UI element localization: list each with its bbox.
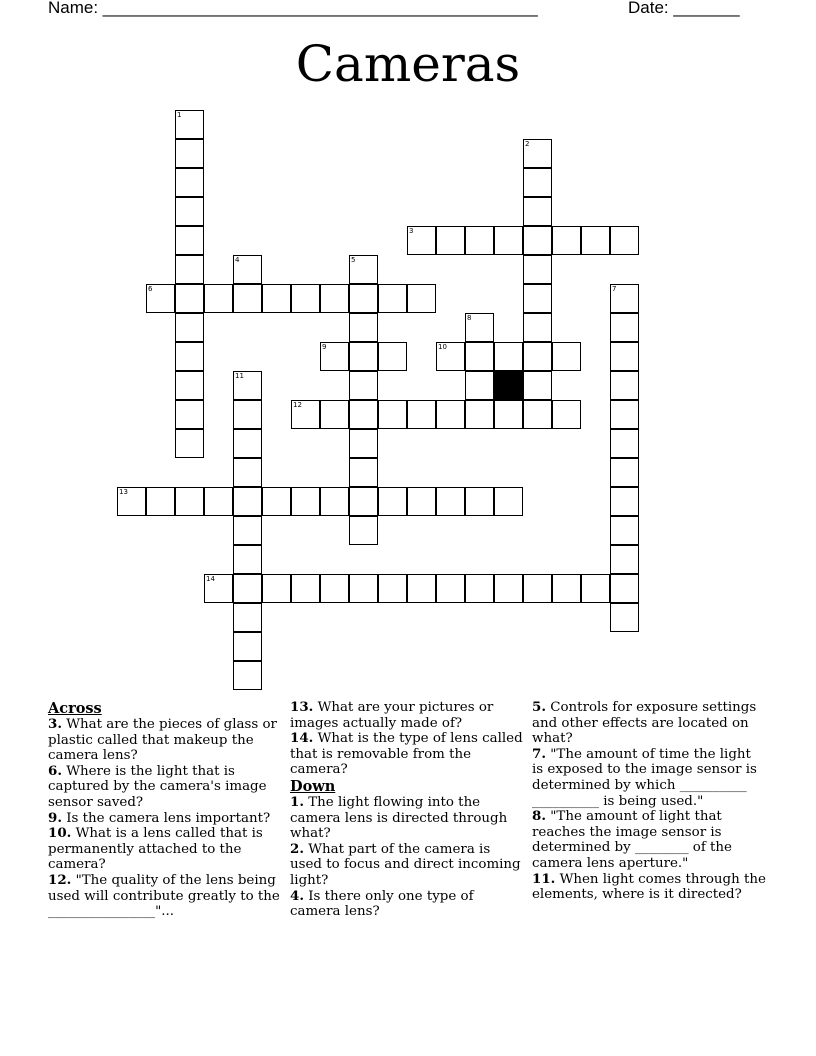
cell-number: 3	[409, 227, 414, 235]
clue-text: "The amount of time the light is exposed to the image sensor is determined by which __________ __________ is being used."	[532, 746, 757, 809]
across-clue-list	[48, 717, 282, 920]
across-clue-list-continued	[290, 700, 524, 778]
name-field-label: Name: ______________________________________________	[48, 0, 538, 17]
grid-cell[interactable]	[175, 255, 204, 284]
clue-text: What is the type of lens called that is removable from the camera?	[290, 731, 523, 778]
grid-cell[interactable]	[291, 487, 320, 516]
grid-cell[interactable]	[262, 487, 291, 516]
grid-cell[interactable]	[349, 371, 378, 400]
grid-cell[interactable]	[233, 632, 262, 661]
grid-cell[interactable]	[349, 255, 378, 284]
grid-cell[interactable]	[175, 110, 204, 139]
down-clue-list-continued	[532, 700, 766, 903]
grid-cell[interactable]	[175, 487, 204, 516]
grid-cell[interactable]	[320, 487, 349, 516]
grid-cell[interactable]	[175, 429, 204, 458]
grid-cell[interactable]	[262, 284, 291, 313]
grid-cell[interactable]	[407, 284, 436, 313]
grid-cell[interactable]	[233, 487, 262, 516]
across-clue	[290, 700, 524, 731]
grid-cell[interactable]	[494, 342, 523, 371]
clue-text: Controls for exposure settings and other effects are located on what?	[532, 700, 757, 747]
grid-cell[interactable]	[465, 400, 494, 429]
down-clue	[290, 795, 524, 842]
clues-column-1	[48, 700, 282, 920]
down-clue-list	[290, 795, 524, 920]
grid-cell[interactable]	[436, 226, 465, 255]
grid-cell[interactable]	[436, 487, 465, 516]
grid-cell[interactable]	[523, 313, 552, 342]
grid-cell[interactable]	[233, 400, 262, 429]
grid-cell[interactable]	[378, 487, 407, 516]
grid-cell[interactable]	[349, 429, 378, 458]
grid-cell[interactable]	[523, 226, 552, 255]
cell-number: 12	[293, 401, 302, 409]
grid-cell[interactable]	[523, 139, 552, 168]
grid-cell[interactable]	[233, 516, 262, 545]
page-title: Cameras	[295, 35, 521, 93]
grid-cell[interactable]	[494, 574, 523, 603]
clues-column-2	[290, 700, 524, 920]
grid-cell[interactable]	[233, 603, 262, 632]
grid-cell[interactable]	[610, 487, 639, 516]
grid-cell[interactable]	[610, 226, 639, 255]
across-clue	[290, 731, 524, 778]
grid-cell[interactable]	[407, 487, 436, 516]
grid-cell[interactable]	[552, 342, 581, 371]
grid-cell[interactable]	[175, 400, 204, 429]
cell-number: 14	[206, 575, 215, 583]
clue-number: 12.	[48, 871, 72, 888]
grid-cell[interactable]	[610, 371, 639, 400]
grid-cell[interactable]	[117, 487, 146, 516]
clue-text: What are your pictures or images actually made of?	[290, 700, 494, 731]
grid-cell[interactable]	[320, 284, 349, 313]
grid-cell[interactable]	[610, 574, 639, 603]
down-heading: Down	[290, 777, 336, 795]
grid-cell[interactable]	[146, 487, 175, 516]
grid-cell[interactable]	[146, 284, 175, 313]
across-clue	[48, 811, 282, 827]
across-clue	[48, 826, 282, 873]
grid-cell[interactable]	[465, 313, 494, 342]
grid-cell[interactable]	[349, 487, 378, 516]
across-clue	[48, 764, 282, 811]
grid-cell[interactable]	[320, 574, 349, 603]
clue-text: Is the camera lens important?	[66, 810, 271, 826]
grid-cell[interactable]	[233, 574, 262, 603]
grid-cell[interactable]	[233, 458, 262, 487]
clue-number: 11.	[532, 870, 556, 887]
cell-number: 5	[351, 256, 356, 264]
grid-cell[interactable]	[610, 458, 639, 487]
clue-number: 8.	[532, 808, 546, 825]
grid-cell[interactable]	[175, 139, 204, 168]
grid-cell[interactable]	[552, 574, 581, 603]
clue-number: 3.	[48, 716, 62, 732]
grid-cell[interactable]	[175, 284, 204, 313]
grid-cell[interactable]	[175, 313, 204, 342]
grid-cell[interactable]	[175, 168, 204, 197]
clue-text: "The amount of light that reaches the image sensor is determined by ________ of the camera lens aperture."	[532, 809, 732, 871]
grid-cell[interactable]	[610, 342, 639, 371]
grid-cell[interactable]	[175, 197, 204, 226]
grid-cell[interactable]	[465, 574, 494, 603]
grid-cell[interactable]	[494, 487, 523, 516]
grid-cell[interactable]	[581, 574, 610, 603]
grid-cell[interactable]	[204, 574, 233, 603]
grid-cell[interactable]	[175, 226, 204, 255]
grid-cell[interactable]	[378, 400, 407, 429]
grid-cell[interactable]	[204, 487, 233, 516]
grid-cell[interactable]	[233, 284, 262, 313]
grid-cell[interactable]	[581, 226, 610, 255]
down-clue	[532, 747, 766, 809]
grid-cell[interactable]	[436, 574, 465, 603]
grid-cell[interactable]	[262, 574, 291, 603]
grid-cell[interactable]	[465, 371, 494, 400]
clue-text: What part of the camera is used to focus and direct incoming light?	[290, 841, 521, 888]
cell-number: 11	[235, 372, 244, 380]
cell-number: 2	[525, 140, 530, 148]
grid-cell[interactable]	[175, 371, 204, 400]
grid-cell[interactable]	[465, 487, 494, 516]
clue-number: 2.	[290, 840, 304, 857]
clue-text: Where is the light that is captured by the camera's image sensor saved?	[48, 763, 267, 810]
clue-text: What are the pieces of glass or plastic called that makeup the camera lens?	[48, 717, 277, 764]
grid-cell[interactable]	[610, 313, 639, 342]
grid-cell[interactable]	[378, 342, 407, 371]
grid-cell[interactable]	[610, 516, 639, 545]
clue-text: Is there only one type of camera lens?	[290, 888, 474, 920]
cell-number: 10	[438, 343, 447, 351]
clue-number: 9.	[48, 809, 62, 826]
grid-cell[interactable]	[523, 255, 552, 284]
grid-cell[interactable]	[320, 400, 349, 429]
grid-cell[interactable]	[523, 342, 552, 371]
date-field-label: Date: _______	[628, 0, 740, 17]
across-clue	[48, 717, 282, 764]
grid-cell[interactable]	[349, 574, 378, 603]
clue-number: 7.	[532, 745, 546, 762]
grid-block-cell	[494, 371, 523, 400]
cell-number: 1	[177, 111, 182, 119]
grid-cell[interactable]	[552, 400, 581, 429]
clue-number: 13.	[290, 699, 314, 715]
grid-cell[interactable]	[610, 545, 639, 574]
grid-cell[interactable]	[465, 342, 494, 371]
grid-cell[interactable]	[610, 284, 639, 313]
grid-cell[interactable]	[175, 342, 204, 371]
grid-cell[interactable]	[204, 284, 233, 313]
grid-cell[interactable]	[349, 400, 378, 429]
down-clue	[532, 700, 766, 747]
grid-cell[interactable]	[349, 342, 378, 371]
grid-cell[interactable]	[233, 255, 262, 284]
down-clue	[532, 872, 766, 903]
clues-column-3	[532, 700, 766, 903]
clue-number: 10.	[48, 825, 72, 842]
grid-cell[interactable]	[523, 574, 552, 603]
grid-cell[interactable]	[349, 516, 378, 545]
down-clue	[532, 809, 766, 871]
grid-cell[interactable]	[349, 313, 378, 342]
grid-cell[interactable]	[494, 400, 523, 429]
cell-number: 4	[235, 256, 240, 264]
grid-cell[interactable]	[233, 545, 262, 574]
grid-cell[interactable]	[233, 429, 262, 458]
cell-number: 13	[119, 488, 128, 496]
cell-number: 9	[322, 343, 327, 351]
grid-cell[interactable]	[407, 400, 436, 429]
clue-text: What is a lens called that is permanently attached to the camera?	[48, 826, 263, 873]
grid-cell[interactable]	[523, 400, 552, 429]
grid-cell[interactable]	[407, 574, 436, 603]
grid-cell[interactable]	[233, 661, 262, 690]
cell-number: 7	[612, 285, 617, 293]
grid-cell[interactable]	[320, 342, 349, 371]
grid-cell[interactable]	[523, 168, 552, 197]
grid-cell[interactable]	[349, 458, 378, 487]
grid-cell[interactable]	[378, 284, 407, 313]
clue-text: "The quality of the lens being used will contribute greatly to the ________________"...	[48, 872, 280, 920]
clue-number: 5.	[532, 699, 546, 715]
grid-cell[interactable]	[610, 400, 639, 429]
grid-cell[interactable]	[436, 342, 465, 371]
clue-number: 4.	[290, 887, 304, 904]
grid-cell[interactable]	[465, 226, 494, 255]
grid-cell[interactable]	[494, 226, 523, 255]
cell-number: 6	[148, 285, 153, 293]
clue-number: 14.	[290, 730, 314, 747]
grid-cell[interactable]	[610, 603, 639, 632]
across-heading: Across	[48, 700, 102, 717]
clue-number: 1.	[290, 793, 304, 810]
down-clue	[290, 889, 524, 920]
clue-number: 6.	[48, 762, 62, 779]
cell-number: 8	[467, 314, 472, 322]
grid-cell[interactable]	[378, 574, 407, 603]
across-clue	[48, 873, 282, 920]
grid-cell[interactable]	[523, 371, 552, 400]
grid-cell[interactable]	[349, 284, 378, 313]
grid-cell[interactable]	[523, 197, 552, 226]
grid-cell[interactable]	[407, 226, 436, 255]
grid-cell[interactable]	[233, 371, 262, 400]
down-clue	[290, 842, 524, 889]
grid-cell[interactable]	[291, 574, 320, 603]
grid-cell[interactable]	[291, 400, 320, 429]
grid-cell[interactable]	[291, 284, 320, 313]
grid-cell[interactable]	[523, 284, 552, 313]
grid-cell[interactable]	[552, 226, 581, 255]
grid-cell[interactable]	[610, 429, 639, 458]
clue-text: The light flowing into the camera lens is directed through what?	[290, 794, 508, 842]
clue-text: When light comes through the elements, where is it directed?	[532, 871, 766, 903]
grid-cell[interactable]	[436, 400, 465, 429]
